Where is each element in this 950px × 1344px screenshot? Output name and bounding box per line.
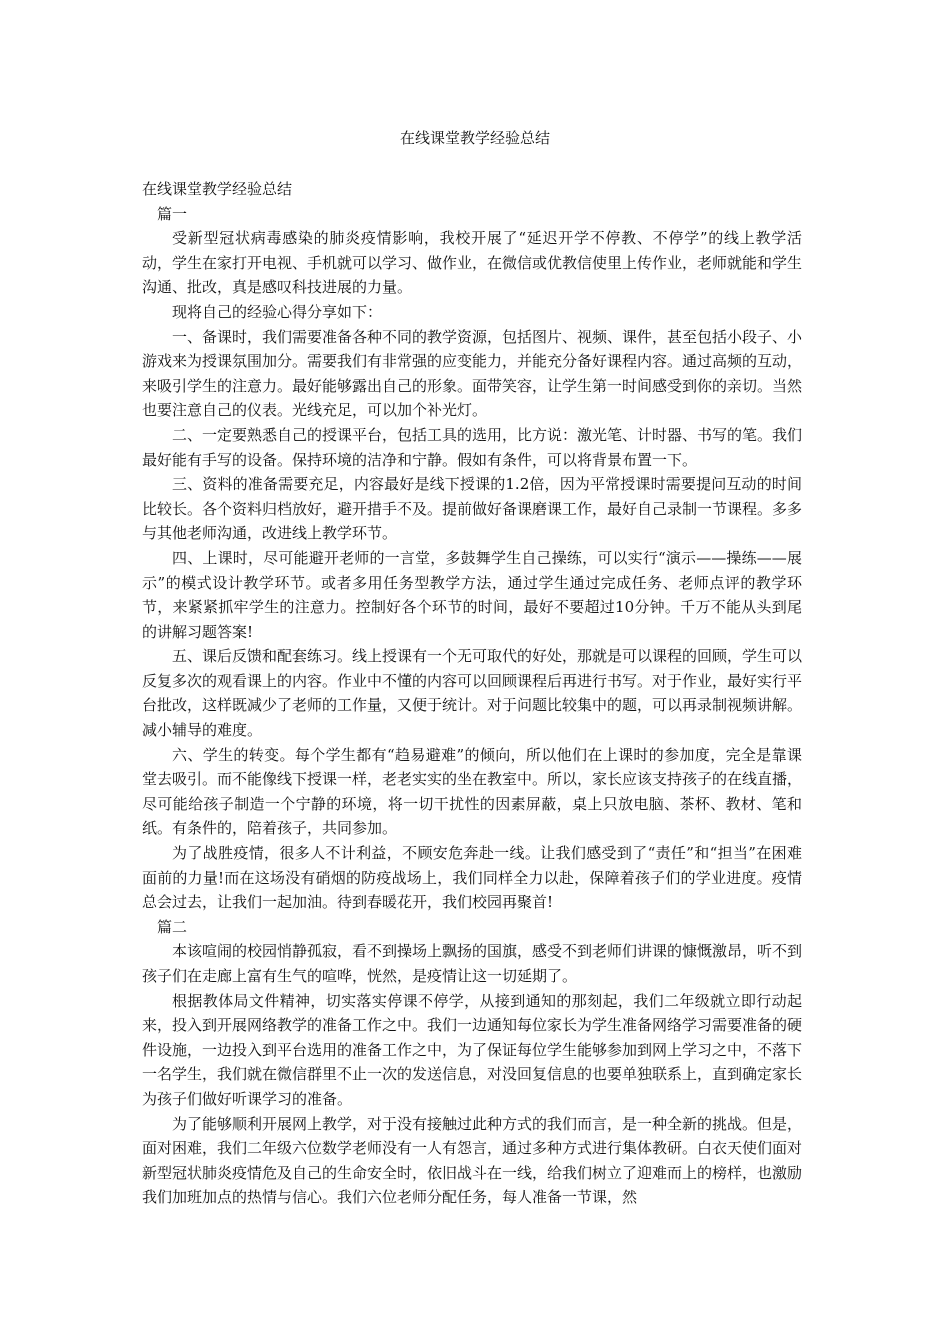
paragraph: 本该喧闹的校园悄静孤寂，看不到操场上飘扬的国旗，感受不到老师们讲课的慷慨激昂，听不到孩子们在走廊上富有生气的喧哗，恍然，是疫情让这一切延期了。 — [142, 942, 803, 985]
document-title: 在线课堂教学经验总结 — [399, 129, 550, 147]
paragraph: 为了战胜疫情，很多人不计利益，不顾安危奔赴一线。让我们感受到了“责任”和“担当”在困难面前的力量!而在这场没有硝烟的防疫战场上，我们同样全力以赴，保障着孩子们的学业进度。疫情总会过去，让我们一起加油。待到春暖花开，我们校园再聚首! — [142, 844, 802, 912]
paragraph: 受新型冠状病毒感染的肺炎疫情影响，我校开展了“延迟开学不停教、不停学”的线上教学活动，学生在家打开电视、手机就可以学习、做作业，在微信或优教信使里上传作业，老师就能和学生沟通、批改，真是感叹科技进展的力量。 — [142, 229, 803, 297]
section-label-one: 篇一 — [157, 204, 188, 223]
paragraph: 五、课后反馈和配套练习。线上授课有一个无可取代的好处，那就是可以课程的回顾，学生可以反复多次的观看课上的内容。作业中不懂的内容可以回顾课程后再进行书写。对于作业，最好实行平台批改，这样既减少了老师的工作量，又便于统计。对于问题比较集中的题，可以再录制视频讲解。减小辅导的难度。 — [142, 647, 803, 740]
paragraph: 现将自己的经验心得分享如下： — [172, 302, 383, 321]
paragraph: 三、资料的准备需要充足，内容最好是线下授课的1.2倍，因为平常授课时需要提问互动的时间比较长。各个资料归档放好，避开措手不及。提前做好备课磨课工作，最好自己录制一节课程。多多与其他老师沟通，改进线上教学环节。 — [142, 475, 803, 543]
document-body — [142, 177, 802, 1210]
document-subtitle: 在线课堂教学经验总结 — [142, 180, 293, 198]
paragraph: 一、备课时，我们需要准备各种不同的教学资源，包括图片、视频、课件，甚至包括小段子、小游戏来为授课氛围加分。需要我们有非常强的应变能力，并能充分备好课程内容。通过高频的互动，来吸引学生的注意力。最好能够露出自己的形象。面带笑容，让学生第一时间感受到你的亲切。当然也要注意自己的仪表。光线充足，可以加个补光灯。 — [142, 327, 803, 420]
paragraph: 四、上课时，尽可能避开老师的一言堂，多鼓舞学生自己操练，可以实行“演示——操练——展示”的模式设计教学环节。或者多用任务型教学方法，通过学生通过完成任务、老师点评的教学环节，来紧紧抓牢学生的注意力。控制好各个环节的时间，最好不要超过10分钟。千万不能从头到尾的讲解习题答案! — [142, 548, 802, 641]
paragraph: 为了能够顺利开展网上教学，对于没有接触过此种方式的我们而言，是一种全新的挑战。但是，面对困难，我们二年级六位数学老师没有一人有怨言，通过多种方式进行集体教研。白衣天使们面对新型冠状肺炎疫情危及自己的生命安全时，依旧战斗在一线，给我们树立了迎难而上的榜样，也激励我们加班加点的热情与信心。我们六位老师分配任务，每人准备一节课，然 — [142, 1114, 803, 1207]
paragraph: 六、学生的转变。每个学生都有“趋易避难”的倾向，所以他们在上课时的参加度，完全是靠课堂去吸引。而不能像线下授课一样，老老实实的坐在教室中。所以，家长应该支持孩子的在线直播，尽可能给孩子制造一个宁静的环境，将一切干扰性的因素屏蔽，桌上只放电脑、茶杯、教材、笔和纸。有条件的，陪着孩子，共同参加。 — [142, 745, 803, 838]
paragraph: 二、一定要熟悉自己的授课平台，包括工具的选用，比方说：激光笔、计时器、书写的笔。我们最好能有手写的设备。保持环境的洁净和宁静。假如有条件，可以将背景布置一下。 — [142, 425, 803, 469]
section-label-two: 篇二 — [157, 917, 188, 936]
paragraph: 根据教体局文件精神，切实落实停课不停学，从接到通知的那刻起，我们二年级就立即行动起来，投入到开展网络教学的准备工作之中。我们一边通知每位家长为学生准备网络学习需要准备的硬件设施，一边投入到平台选用的准备工作之中，为了保证每位学生能够参加到网上学习之中，不落下一名学生，我们就在微信群里不止一次的发送信息，对没回复信息的也要单独联系上，直到确定家长为孩子们做好听课学习的准备。 — [142, 991, 803, 1108]
